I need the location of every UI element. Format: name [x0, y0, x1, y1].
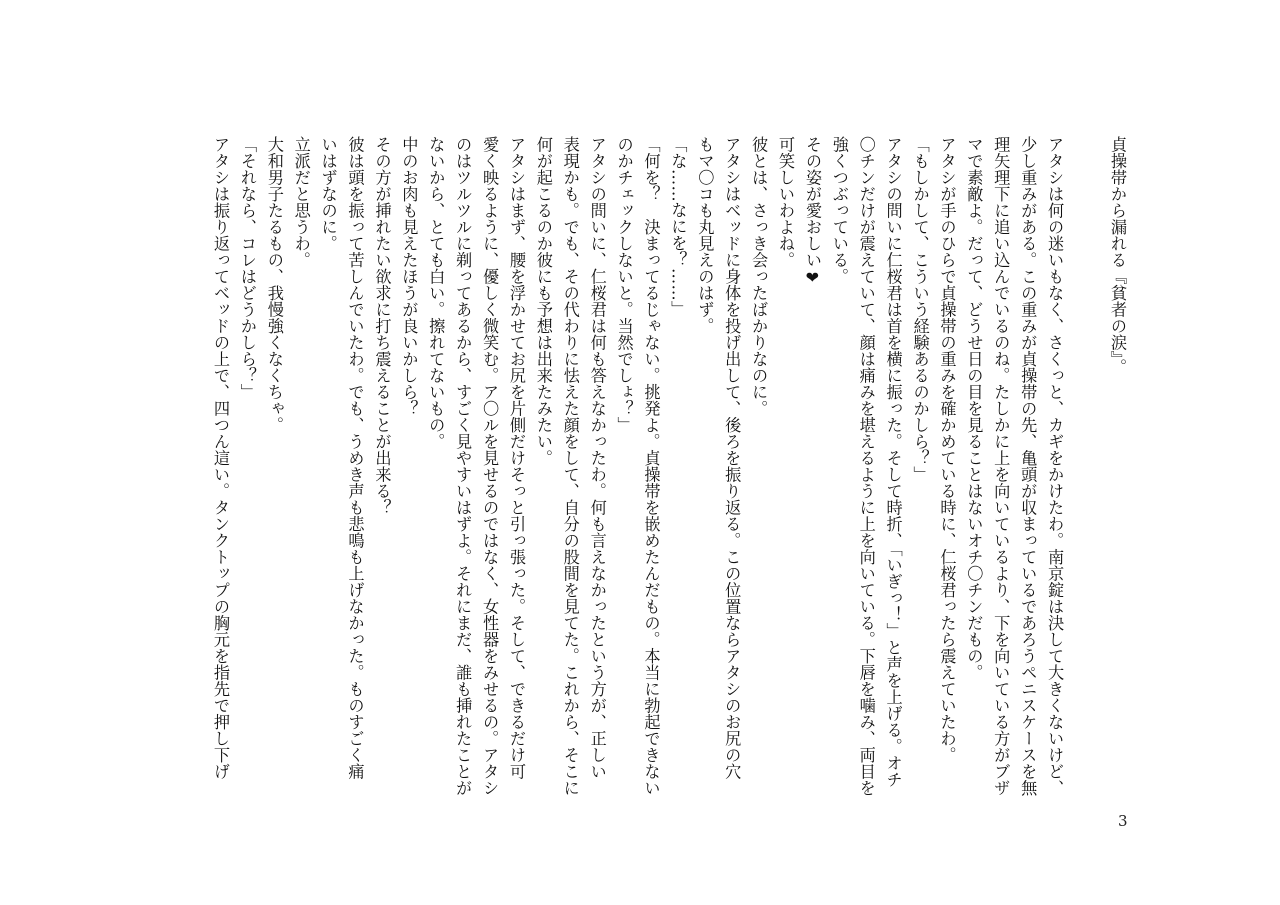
text-line: もマ〇コも丸見えのはず。 — [695, 136, 715, 334]
text-line: アタシは何の迷いもなく、さくっと、カギをかけたわ。南京錠は決して大きくないけど、 — [1045, 136, 1065, 796]
text-line: 可笑しいわよね。 — [776, 136, 796, 268]
text-line: 少し重みがある。この重みが貞操帯の先、亀頭が収まっているであろうペニスケースを無 — [1018, 136, 1038, 796]
text-line: 強くつぶっている。 — [829, 136, 849, 285]
text-line: のかチェックしないと。当然でしょ？」 — [614, 136, 634, 433]
text-line: 愛く映るように、優しく微笑む。ア〇ルを見せるのではなく、女性器をみせるの。アタシ — [480, 136, 500, 796]
vertical-text-body — [206, 136, 1130, 826]
text-line: アタシの問いに、仁桜君は何も答えなかったわ。何も言えなかったという方が、正しい — [587, 136, 607, 780]
text-line: 「何を？ 決まってるじゃない。挑発よ。貞操帯を嵌めたんだもの。本当に勃起できない — [641, 136, 661, 796]
text-line: いはずなのに。 — [318, 136, 338, 252]
text-line: 彼とは、さっき会ったばかりなのに。 — [749, 136, 769, 417]
text-line: 「な……なにを？……」 — [668, 136, 688, 318]
text-line: 理矢理下に追い込んでいるのね。たしかに上を向いているより、下を向いている方がブザ — [991, 136, 1011, 796]
text-line: その姿が愛おしい❤ — [802, 136, 822, 288]
chapter-title: 貞操帯から漏れる『貧者の涙』。 — [1108, 136, 1127, 376]
text-line: その方が挿れたい欲求に打ち震えることが出来る？ — [372, 136, 392, 516]
text-line: 何が起こるのか彼にも予想は出来たみたい。 — [533, 136, 553, 466]
text-line: 中のお肉も見えたほうが良いかしら？ — [399, 136, 419, 417]
text-line: 「もしかして、こういう経験あるのかしら？」 — [910, 136, 930, 483]
text-line: アタシは振り返ってベッドの上で、四つん這い。タンクトップの胸元を指先で押し下げ — [211, 136, 230, 780]
text-line: ないから、とても白い。擦れてないもの。 — [426, 136, 446, 450]
text-line: マで素敵よ。だって、どうせ日の目を見ることはないオチ〇チンだもの。 — [964, 136, 984, 681]
text-line: 〇チンだけが震えていて、顔は痛みを堪えるように上を向いている。下唇を噛み、両目を — [856, 136, 876, 796]
page-number: 3 — [1118, 812, 1128, 830]
text-line: 表現かも。でも、その代わりに怯えた顔をして、自分の股間を見てた。これから、そこに — [560, 136, 580, 796]
text-line: アタシはまず、腰を浮かせてお尻を片側だけそっと引っ張った。そして、できるだけ可 — [506, 136, 526, 780]
text-line: アタシが手のひらで貞操帯の重みを確かめている時に、仁桜君ったら震えていたわ。 — [937, 136, 957, 763]
text-line: アタシの問いに仁桜君は首を横に振った。そして時折、「いぎっ！」と声を上げる。オチ — [883, 136, 903, 788]
text-line: アタシはベッドに身体を投げ出して、後ろを振り返る。この位置ならアタシのお尻の穴 — [722, 136, 742, 780]
text-line: 彼は頭を振って苦しんでいたわ。でも、うめき声も悲鳴も上げなかった。ものすごく痛 — [345, 136, 365, 780]
text-line: のはツルツルに剃ってあるから、すごく見やすいはずよ。それにまだ、誰も挿れたことが — [453, 136, 473, 796]
text-line: 大和男子たるもの、我慢強くなくちゃ。 — [264, 136, 284, 433]
text-line: 立派だと思うわ。 — [291, 136, 311, 268]
text-line: 「それなら、コレはどうかしら？」 — [237, 136, 257, 400]
